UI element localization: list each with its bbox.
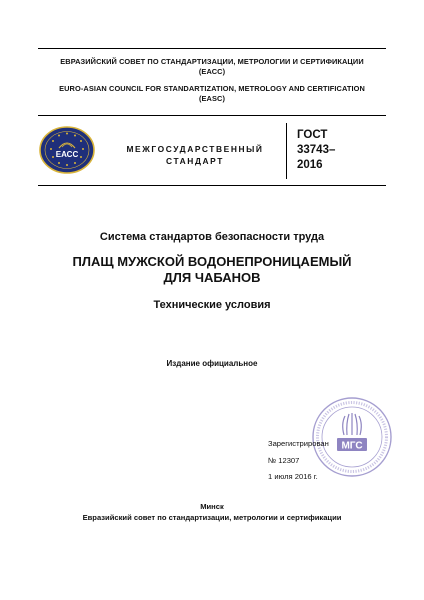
- standard-type-line2: СТАНДАРТ: [166, 156, 224, 166]
- registration-date: 1 июля 2016 г.: [268, 472, 318, 481]
- bottom-rule: [38, 185, 386, 186]
- council-name-en: [38, 84, 386, 104]
- gost-number-line: 33743–: [297, 144, 336, 156]
- registration-info: [268, 436, 329, 486]
- mgs-stamp-text: МГС: [341, 440, 363, 452]
- document-title-line1: ПЛАЩ МУЖСКОЙ ВОДОНЕПРОНИЦАЕМЫЙ: [72, 254, 352, 269]
- document-title-line2: ДЛЯ ЧАБАНОВ: [163, 270, 261, 285]
- gost-label: ГОСТ: [297, 129, 328, 141]
- registration-number: № 12307: [268, 455, 300, 465]
- gost-year: 2016: [297, 159, 323, 171]
- top-rule: [38, 48, 386, 49]
- easc-logo-text: ЕАСС: [55, 150, 79, 159]
- council-name-en-line: EURO-ASIAN COUNCIL FOR STANDARTIZATION, METROLOGY AND CERTIFICATION: [59, 84, 365, 93]
- document-subtitle: Технические условия: [153, 299, 271, 311]
- publication-city: Минск: [200, 502, 224, 511]
- council-abbr-en: (EASC): [198, 94, 226, 103]
- gost-number: [297, 128, 377, 173]
- registration-label: Зарегистрирован: [268, 439, 329, 448]
- standard-system: Система стандартов безопасности труда: [99, 231, 325, 243]
- middle-rule: [38, 115, 386, 116]
- header-divider: [286, 123, 287, 179]
- standard-type: [110, 143, 280, 167]
- publisher-name: Евразийский совет по стандартизации, метрологии и сертификации: [82, 513, 342, 522]
- council-abbr-ru: (ЕАСС): [198, 67, 226, 76]
- council-name-ru: [38, 57, 386, 77]
- document-title: [0, 254, 424, 286]
- edition-label: Издание официальное: [166, 359, 258, 368]
- council-name-ru-line: ЕВРАЗИЙСКИЙ СОВЕТ ПО СТАНДАРТИЗАЦИИ, МЕТРОЛОГИИ И СЕРТИФИКАЦИИ: [60, 57, 364, 66]
- standard-type-line1: МЕЖГОСУДАРСТВЕННЫЙ: [126, 144, 264, 154]
- easc-logo-icon: [38, 125, 96, 175]
